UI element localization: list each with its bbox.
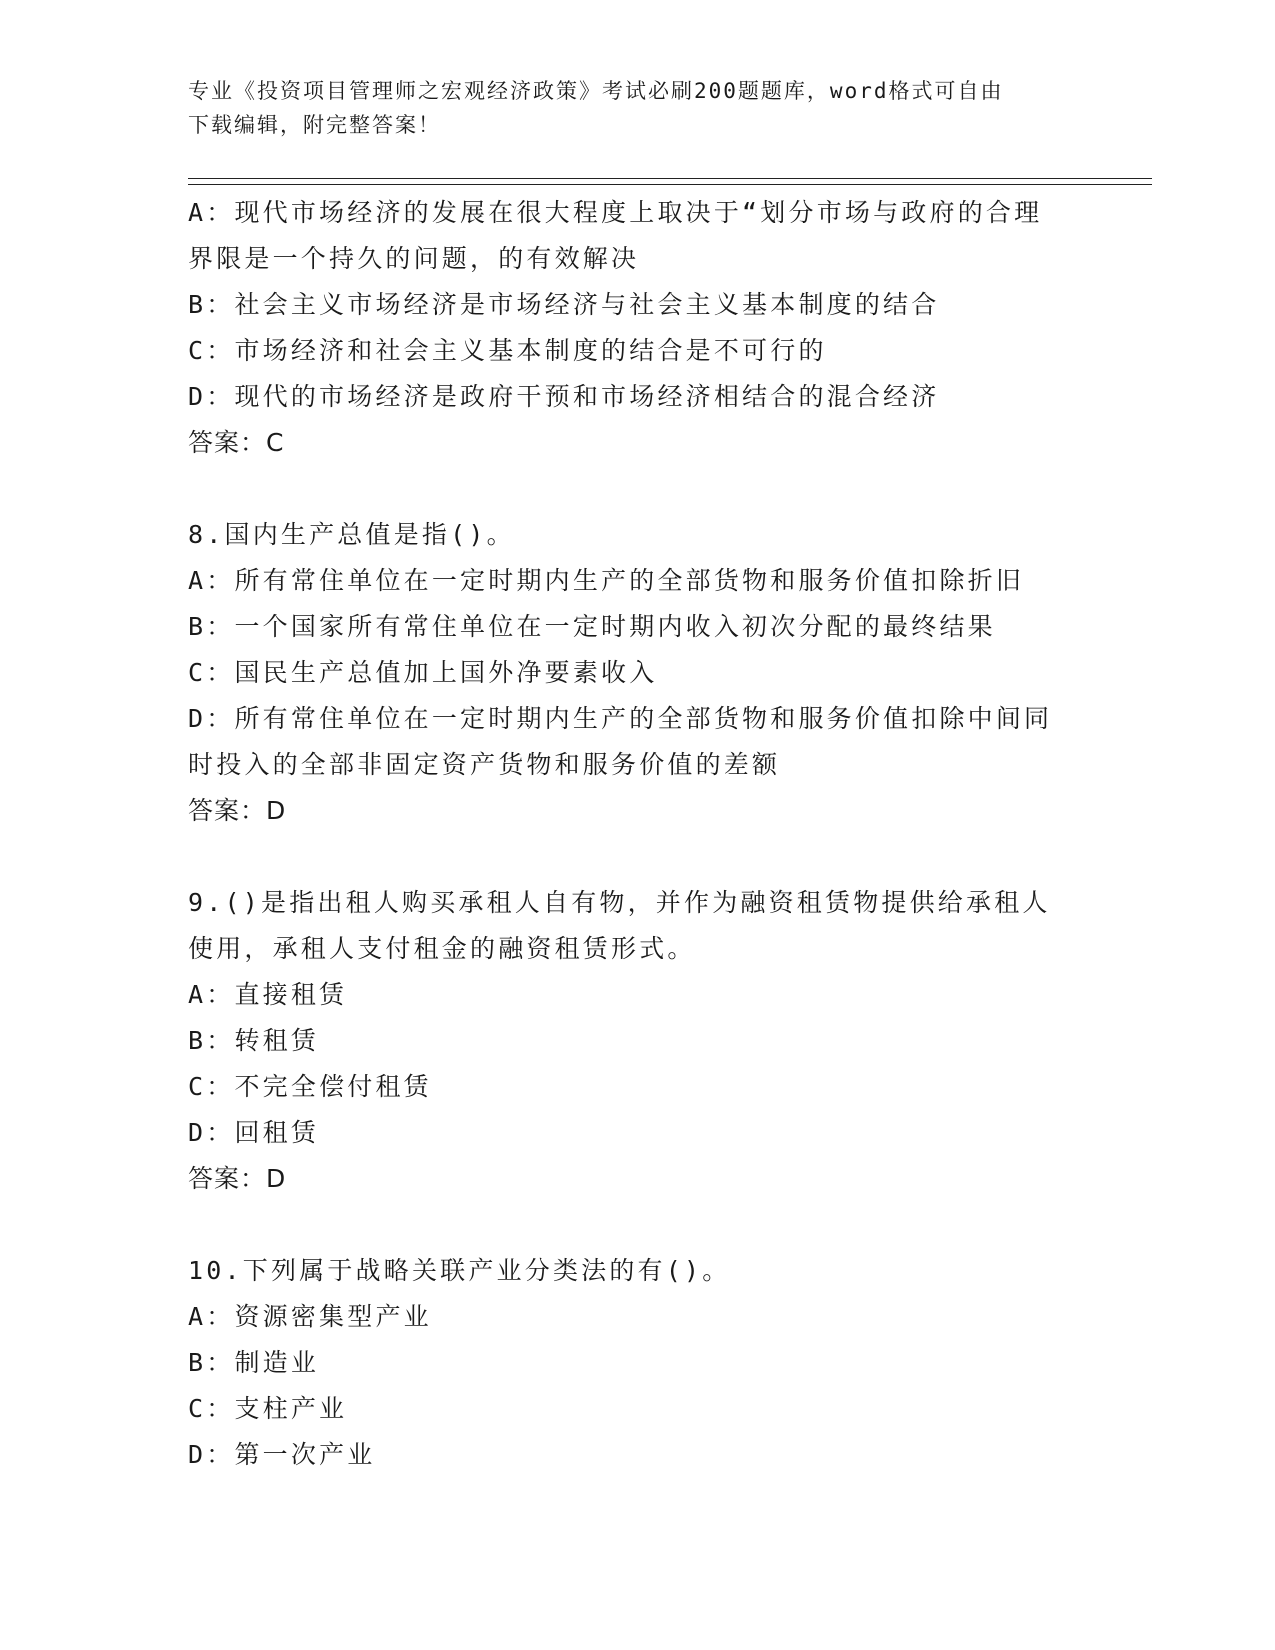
option-b: B：一个国家所有常住单位在一定时期内收入初次分配的最终结果 (188, 612, 996, 641)
option-d: D：现代的市场经济是政府干预和市场经济相结合的混合经济 (188, 382, 940, 411)
option-c: C：支柱产业 (188, 1394, 348, 1423)
option-d-continued: 时投入的全部非固定资产货物和服务价值的差额 (188, 750, 781, 779)
option-d: D：所有常住单位在一定时期内生产的全部货物和服务价值扣除中间同 (188, 704, 1053, 733)
option-d: D：回租赁 (188, 1118, 320, 1147)
question-7 (188, 190, 1088, 466)
option-a: A：所有常住单位在一定时期内生产的全部货物和服务价值扣除折旧 (188, 566, 1025, 595)
option-a-continued: 界限是一个持久的问题，的有效解决 (188, 244, 640, 273)
option-b: B：社会主义市场经济是市场经济与社会主义基本制度的结合 (188, 290, 940, 319)
option-b: B：转租赁 (188, 1026, 320, 1055)
question-stem-continued: 使用，承租人支付租金的融资租赁形式。 (188, 934, 696, 963)
answer-line: 答案：C (188, 428, 285, 457)
option-a: A：直接租赁 (188, 980, 348, 1009)
document-header (188, 74, 1068, 142)
option-c: C：国民生产总值加上国外净要素收入 (188, 658, 658, 687)
question-list (188, 190, 1088, 1478)
spacer (188, 1202, 1088, 1248)
question-9 (188, 880, 1088, 1202)
answer-line: 答案：D (188, 796, 287, 825)
header-line-2: 下载编辑，附完整答案！ (188, 113, 441, 137)
option-b: B：制造业 (188, 1348, 320, 1377)
option-a: A：现代市场经济的发展在很大程度上取决于“划分市场与政府的合理 (188, 198, 1043, 227)
option-d: D：第一次产业 (188, 1440, 376, 1469)
option-a: A：资源密集型产业 (188, 1302, 432, 1331)
answer-line: 答案：D (188, 1164, 287, 1193)
question-8 (188, 512, 1088, 834)
option-c: C：市场经济和社会主义基本制度的结合是不可行的 (188, 336, 827, 365)
question-stem: 9.()是指出租人购买承租人自有物，并作为融资租赁物提供给承租人 (188, 888, 1051, 917)
spacer (188, 466, 1088, 512)
header-rule-top (188, 178, 1152, 179)
question-10 (188, 1248, 1088, 1478)
spacer (188, 834, 1088, 880)
header-line-1: 专业《投资项目管理师之宏观经济政策》考试必刷200题题库，word格式可自由 (188, 79, 1004, 103)
option-c: C：不完全偿付租赁 (188, 1072, 432, 1101)
question-stem: 8.国内生产总值是指()。 (188, 520, 515, 549)
question-stem: 10.下列属于战略关联产业分类法的有()。 (188, 1256, 731, 1285)
header-rule-bottom (188, 184, 1152, 185)
